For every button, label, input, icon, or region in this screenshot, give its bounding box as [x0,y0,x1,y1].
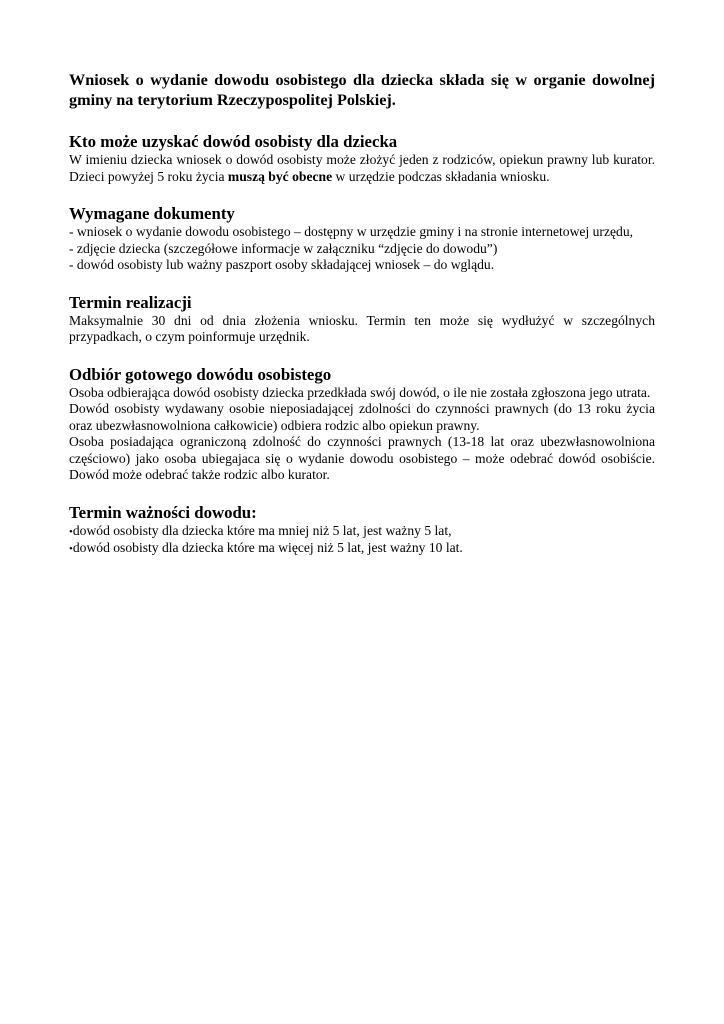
list-item: • dowód osobisty dla dziecka które ma mniej niż 5 lat, jest ważny 5 lat, [69,523,655,541]
section-who-heading: Kto może uzyskać dowód osobisty dla dziecka [69,132,398,151]
section-deadline [69,293,655,346]
section-deadline-heading: Termin realizacji [69,292,192,312]
pickup-paragraph: Osoba odbierająca dowód osobisty dziecka przedkłada swój dowód, o ile nie została zgłoszona jego utrata. [69,384,651,400]
who-text-part-2: w urzędzie podczas składania wniosku. [332,168,550,184]
list-item: • dowód osobisty dla dziecka które ma więcej niż 5 lat, jest ważny 10 lat. [69,540,655,558]
section-who [69,132,655,185]
documents-list [69,224,655,274]
section-validity-heading: Termin ważności dowodu: [69,502,257,522]
list-item: - wniosek o wydanie dowodu osobistego – dostępny w urzędzie gminy i na stronie internetowej urzędu, [69,224,634,239]
pickup-paragraph: Osoba posiadająca ograniczoną zdolność do czynności prawnych (13-18 lat oraz ubezwłasnowolniona częściowo) jako osoba ubiegajaca się o wydanie dowodu osobistego – może odebrać dowód osobiście. Dowód może odebrać także rodzic albo kurator. [69,434,655,482]
section-documents [69,204,655,274]
section-documents-heading: Wymagane dokumenty [69,204,235,223]
who-text-bold: muszą być obecne [227,168,333,184]
list-item: - zdjęcie dziecka (szczegółowe informacje w załączniku “zdjęcie do dowodu”) [69,240,498,256]
validity-list [69,523,655,558]
intro-paragraph: Wniosek o wydanie dowodu osobistego dla dziecka składa się w organie dowolnej gminy na terytorium Rzeczypospolitej Polskiej. [69,71,655,109]
who-text-part-1: W imieniu dziecka wniosek o dowód osobisty może złożyć jeden z rodziców, opiekun prawny lub kurator. Dzieci powyżej 5 roku życia [69,152,655,184]
section-pickup-heading: Odbiór gotowego dowódu osobistego [69,364,332,384]
section-deadline-text: Maksymalnie 30 dni od dnia złożenia wniosku. Termin ten może się wydłużyć w szczególnych przypadkach, o czym poinformuje urzędnik. [69,312,655,344]
section-pickup [69,365,655,484]
section-validity [69,503,655,558]
pickup-paragraph: Dowód osobisty wydawany osobie nieposiadającej zdolności do czynności prawnych (do 13 roku życia oraz ubezwłasnowolniona całkowicie) odbiera rodzic albo opiekun prawny. [69,401,655,433]
list-item: - dowód osobisty lub ważny paszport osoby składającej wniosek – do wglądu. [69,257,495,272]
document-content [69,70,655,577]
section-who-text [69,152,655,185]
